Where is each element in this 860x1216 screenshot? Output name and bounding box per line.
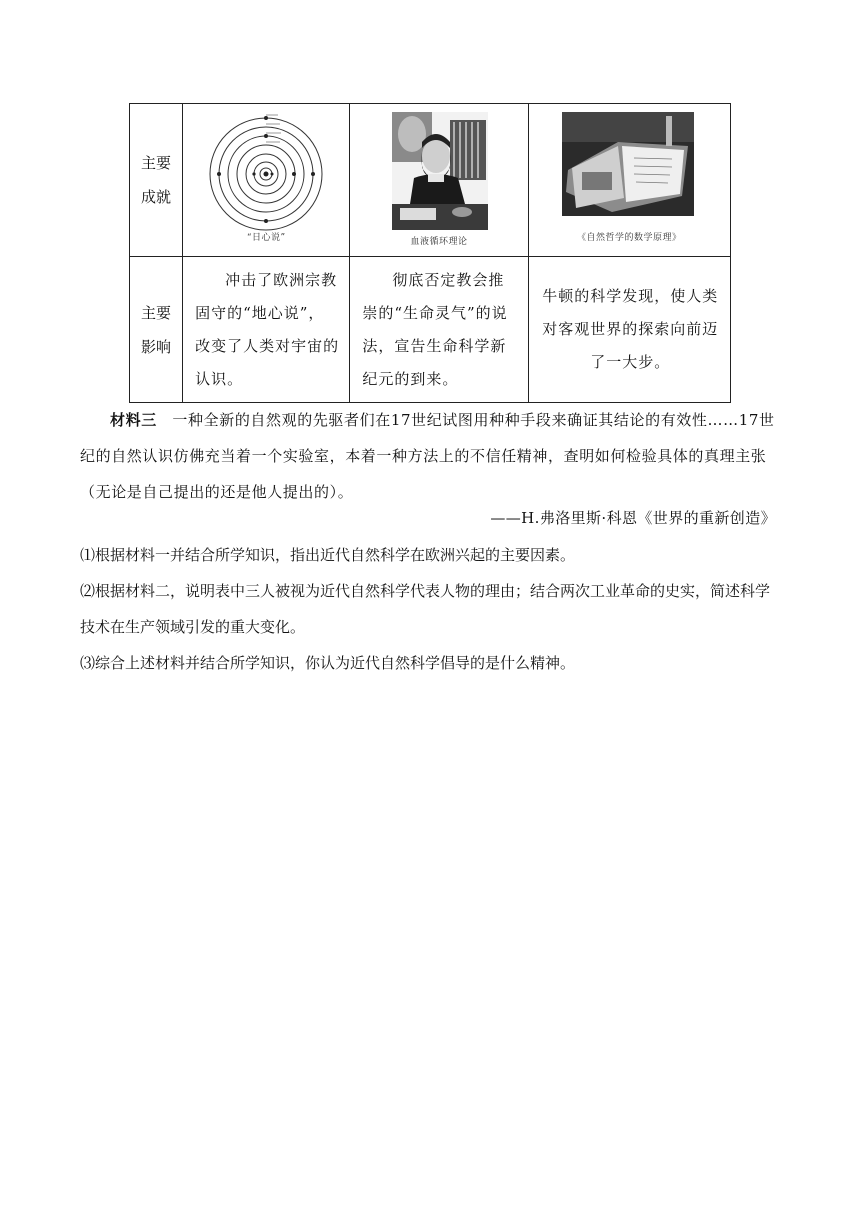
table-row: [130, 104, 731, 257]
row-header-achievement: 主要 成就: [130, 104, 183, 257]
influence-newton: 牛顿的科学发现，使人类对客观世界的探索向前迈了一大步。: [528, 257, 730, 403]
harvey-cell: [350, 104, 528, 257]
principia-book-image: [562, 112, 694, 216]
harvey-portrait-image: [392, 112, 488, 230]
heliocentric-diagram-image: [206, 112, 326, 232]
question-3: ⑶综合上述材料并结合所学知识，你认为近代自然科学倡导的是什么精神。: [80, 654, 576, 672]
heliocentric-cell: [183, 104, 350, 257]
question-1: ⑴根据材料一并结合所学知识，指出近代自然科学在欧洲兴起的主要因素。: [80, 546, 576, 564]
material-3-text: 一种全新的自然观的先驱者们在17世纪试图用种种手段来确证其结论的有效性……17世纪的自然认识仿佛充当着一个实验室，本着一种方法上的不信任精神，查明如何检验具体的真理主张（无论是自己提出的还是他人提出的）。: [80, 411, 775, 501]
influence-copernicus: 冲击了欧洲宗教固守的“地心说”，改变了人类对宇宙的认识。: [183, 257, 350, 403]
material-3-source: ——H.弗洛里斯·科恩《世界的重新创造》: [490, 509, 776, 527]
material-3-paragraph: [80, 402, 780, 510]
question-2: ⑵根据材料二，说明表中三人被视为近代自然科学代表人物的理由；结合两次工业革命的史实，简述科学技术在生产领域引发的重大变化。: [80, 582, 771, 636]
principia-cell: [528, 104, 730, 257]
influence-harvey: 彻底否定教会推崇的“生命灵气”的说法，宣告生命科学新纪元的到来。: [350, 257, 528, 403]
row-header-influence: 主要 影响: [130, 257, 183, 403]
heliocentric-caption: “日心说”: [246, 233, 286, 243]
material-3-label: 材料三: [110, 411, 157, 429]
table-row: [130, 257, 731, 403]
achievements-table: [129, 103, 731, 403]
principia-caption: 《自然哲学的数学原理》: [577, 233, 682, 243]
harvey-caption: 血液循环理论: [410, 237, 468, 247]
